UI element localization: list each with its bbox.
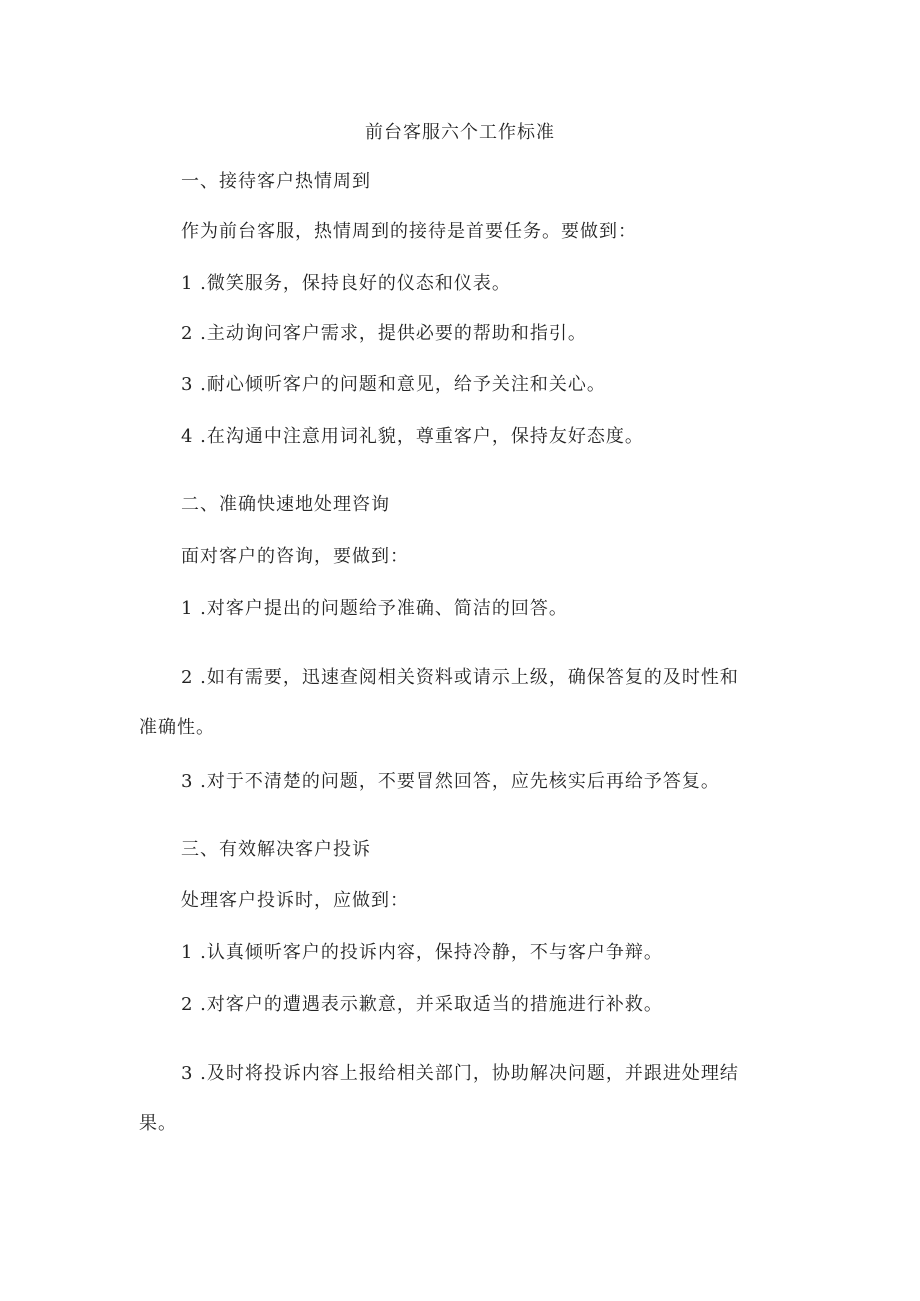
section-heading-3: 三、有效解决客户投诉 [181,839,371,860]
section-intro-2: 面对客户的咨询，要做到： [181,546,409,567]
section-heading-1: 一、接待客户热情周到 [181,171,371,192]
list-item-continuation: 果。 [139,1113,177,1134]
list-item: 2 .主动询问客户需求，提供必要的帮助和指引。 [181,323,587,344]
section-heading-2: 二、准确快速地处理咨询 [181,494,390,515]
list-item: 1 .对客户提出的问题给予准确、简洁的回答。 [181,598,568,619]
list-item-continuation: 准确性。 [139,717,215,738]
list-item: 1 .认真倾听客户的投诉内容，保持冷静，不与客户争辩。 [181,942,663,963]
list-item: 3 .对于不清楚的问题，不要冒然回答，应先核实后再给予答复。 [181,771,720,792]
section-intro-3: 处理客户投诉时，应做到： [181,890,409,911]
list-item: 2 .如有需要，迅速查阅相关资料或请示上级，确保答复的及时性和 [181,667,739,688]
list-item: 4 .在沟通中注意用词礼貌，尊重客户，保持友好态度。 [181,426,644,447]
list-item: 2 .对客户的遭遇表示歉意，并采取适当的措施进行补救。 [181,994,663,1015]
section-intro-1: 作为前台客服，热情周到的接待是首要任务。要做到： [181,221,637,242]
document-title: 前台客服六个工作标准 [365,122,555,143]
list-item: 3 .及时将投诉内容上报给相关部门，协助解决问题，并跟进处理结 [181,1063,739,1084]
list-item: 3 .耐心倾听客户的问题和意见，给予关注和关心。 [181,374,606,395]
list-item: 1 .微笑服务，保持良好的仪态和仪表。 [181,273,511,294]
